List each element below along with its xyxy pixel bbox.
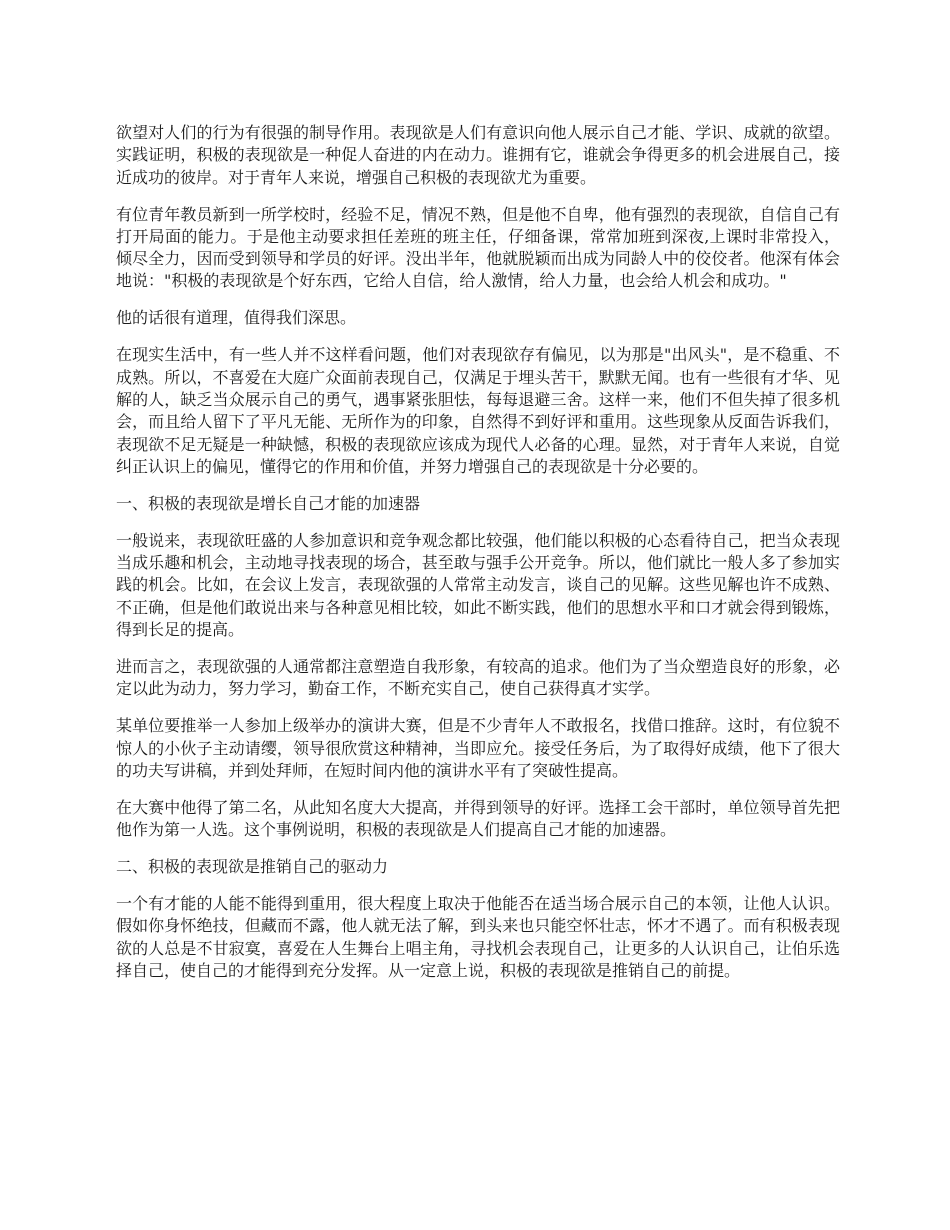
paragraph-section1-c: 某单位要推举一人参加上级举办的演讲大赛，但是不少青年人不敢报名，找借口推辞。这时，有位貌不惊人的小伙子主动请缨，领导很欣赏这种精神，当即应允。接受任务后，为了取得好成绩，他下了很大的功夫写讲稿，并到处拜师，在短时间内他的演讲水平有了突破性提高。 [116, 716, 840, 780]
paragraph-section1-b: 进而言之，表现欲强的人通常都注意塑造自我形象，有较高的追求。他们为了当众塑造良好的形象，必定以此为动力，努力学习，勤奋工作，不断充实自己，使自己获得真才实学。 [116, 657, 840, 699]
paragraph-section2-a: 一个有才能的人能不能得到重用，很大程度上取决于他能否在适当场合展示自己的本领，让他人认识。假如你身怀绝技，但藏而不露，他人就无法了解，到头来也只能空怀壮志，怀才不遇了。而有积极表现欲的人总是不甘寂寞，喜爱在人生舞台上唱主角，寻找机会表现自己，让更多的人认识自己，让伯乐选择自己，使自己的才能得到充分发挥。从一定意上说，积极的表现欲是推销自己的前提。 [116, 894, 840, 981]
paragraph-reflection: 他的话很有道理，值得我们深思。 [116, 308, 357, 328]
paragraph-section1-a: 一般说来，表现欲旺盛的人参加意识和竞争观念都比较强，他们能以积极的心态看待自己，把当众表现当成乐趣和机会，主动地寻找表现的场合，甚至敢与强手公开竞争。所以，他们就比一般人多了参加实践的机会。比如，在会议上发言，表现欲强的人常常主动发言，谈自己的见解。这些见解也许不成熟、不正确，但是他们敢说出来与各种意见相比较，如此不断实践，他们的思想水平和口才就会得到锻炼，得到长足的提高。 [116, 530, 840, 640]
paragraph-section1-d: 在大赛中他得了第二名，从此知名度大大提高，并得到领导的好评。选择工会干部时，单位领导首先把他作为第一人选。这个事例说明，积极的表现欲是人们提高自己才能的加速器。 [116, 797, 840, 840]
section-heading-1: 一、积极的表现欲是增长自己才能的加速器 [116, 493, 421, 513]
paragraph-prejudice: 在现实生活中，有一些人并不这样看问题，他们对表现欲存有偏见，以为那是"出风头"，是不稳重、不成熟。所以，不喜爱在大庭广众面前表现自己，仅满足于埋头苦干，默默无闻。也有一些很有才华、见解的人，缺乏当众展示自己的勇气，遇事紧张胆怯，每每退避三舍。这样一来，他们不但失掉了很多机会，而且给人留下了平凡无能、无所作为的印象，自然得不到好评和重用。这些现象从反面告诉我们，表现欲不足无疑是一种缺憾，积极的表现欲应该成为现代人必备的心理。显然，对于青年人来说，自觉纠正认识上的偏见，懂得它的作用和价值，并努力增强自己的表现欲是十分必要的。 [116, 345, 840, 476]
paragraph-teacher-story: 有位青年教员新到一所学校时，经验不足，情况不熟，但是他不自卑，他有强烈的表现欲，自信自己有打开局面的能力。于是他主动要求担任差班的班主任，仔细备课，常常加班到深夜,上课时非常投入，倾尽全力，因而受到领导和学员的好评。没出半年，他就脱颖而出成为同龄人中的佼佼者。他深有体会地说："积极的表现欲是个好东西，它给人自信，给人激情，给人力量，也会给人机会和成功。" [116, 204, 840, 291]
paragraph-intro: 欲望对人们的行为有很强的制导作用。表现欲是人们有意识向他人展示自己才能、学识、成就的欲望。实践证明，积极的表现欲是一种促人奋进的内在动力。谁拥有它，谁就会争得更多的机会进展自己，接近成功的彼岸。对于青年人来说，增强自己积极的表现欲尤为重要。 [116, 123, 840, 187]
section-heading-2: 二、积极的表现欲是推销自己的驱动力 [116, 857, 389, 877]
document-body [116, 122, 840, 997]
